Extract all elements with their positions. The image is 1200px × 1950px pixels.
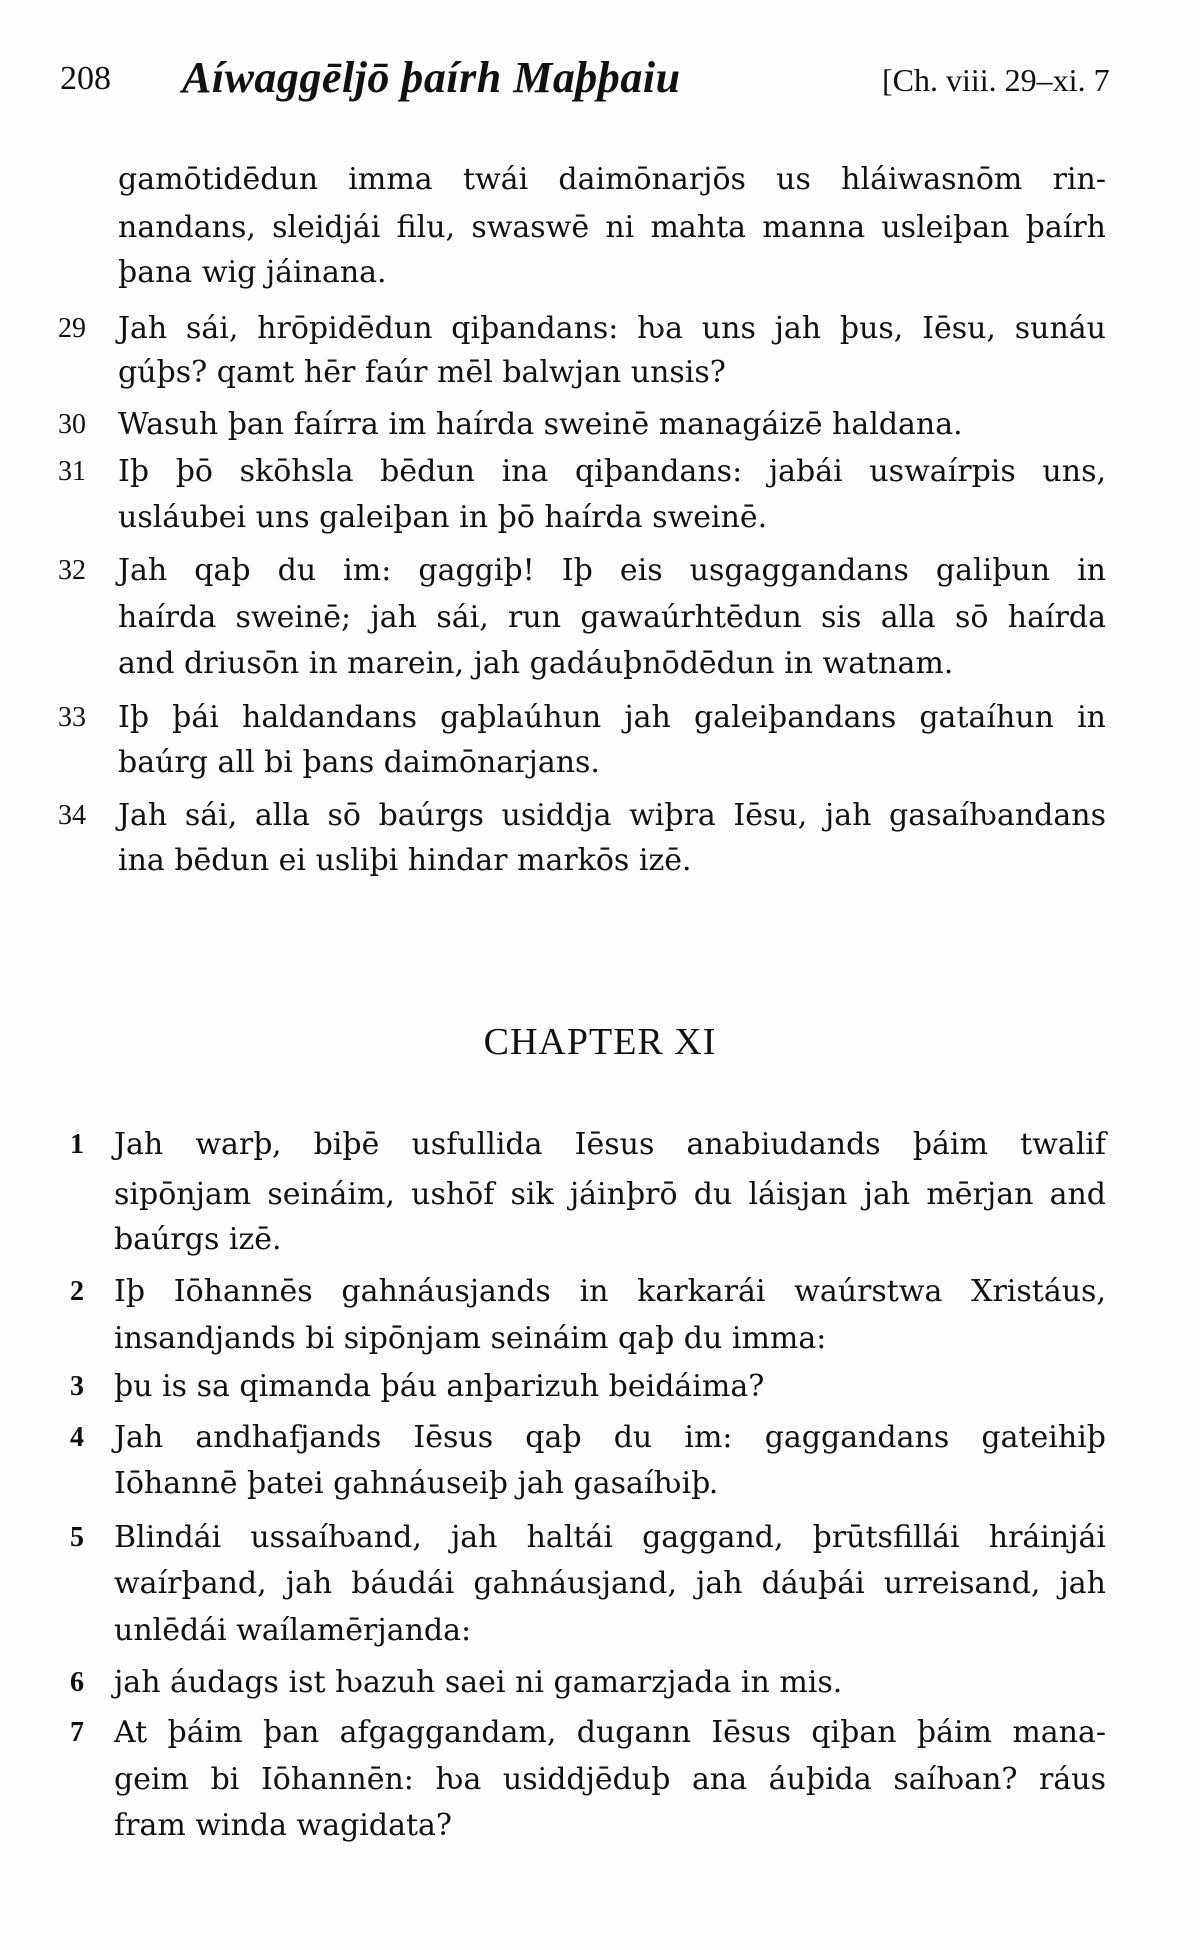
continuation-line: nandans, sleidjái filu, swaswē ni mahta manna usleiþan þaírh [118, 210, 1106, 245]
verse-number: 4 [70, 1422, 84, 1453]
verse-line: unlēdái waílamērjanda: [114, 1613, 472, 1648]
verse-line: jah áudags ist ƕazuh saei ni gamarzjada in mis. [114, 1665, 843, 1700]
verse-line: Jah andhafjands Iēsus qaþ du im: gaggandans gateihiþ [114, 1420, 1106, 1455]
verse-line: haírda sweinē; jah sái, run gawaúrhtēdun sis alla sō haírda [118, 600, 1106, 635]
verse-line: þu is sa qimanda þáu anþarizuh beidáima? [114, 1369, 765, 1404]
verse-line: Jah qaþ du im: gaggiþ! Iþ eis usgaggandans galiþun in [118, 553, 1106, 588]
verse-number: 6 [70, 1667, 84, 1698]
verse-line: usláubei uns galeiþan in þō haírda sweinē. [118, 500, 768, 535]
verse-number: 34 [58, 800, 86, 831]
verse-number: 33 [58, 702, 86, 733]
verse-line: Iþ Iōhannēs gahnáusjands in karkarái waúrstwa Xristáus, [114, 1274, 1106, 1309]
page-number: 208 [60, 60, 111, 97]
verse-number: 5 [70, 1522, 84, 1553]
verse-line: Jah warþ, biþē usfullida Iēsus anabiudands þáim twalif [114, 1127, 1106, 1162]
chapter-heading: CHAPTER XI [483, 1021, 717, 1063]
verse-line: gúþs? qamt hēr faúr mēl balwjan unsis? [118, 355, 726, 390]
verse-line: baúrgs izē. [114, 1222, 282, 1257]
verse-line: insandjands bi sipōnjam seináim qaþ du imma: [114, 1321, 827, 1356]
verse-line: and driusōn in marein, jah gadáuþnōdēdun in watnam. [118, 646, 954, 681]
verse-number: 1 [70, 1129, 84, 1160]
verse-number: 30 [58, 409, 86, 440]
verse-line: geim bi Iōhannēn: ƕa usiddjēduþ ana áuþida saíƕan? ráus [114, 1762, 1106, 1797]
verse-number: 31 [58, 456, 86, 487]
verse-line: baúrg all bi þans daimōnarjans. [118, 745, 600, 780]
verse-line: Wasuh þan faírra im haírda sweinē managáizē haldana. [118, 407, 963, 442]
verse-line: ina bēdun ei usliþi hindar markōs izē. [118, 843, 692, 878]
verse-line: Iþ þái haldandans gaþlaúhun jah galeiþandans gataíhun in [118, 700, 1106, 735]
continuation-line: gamōtidēdun imma twái daimōnarjōs us hláiwasnōm rin- [118, 162, 1106, 197]
verse-number: 2 [70, 1276, 84, 1307]
verse-line: Iþ þō skōhsla bēdun ina qiþandans: jabái uswaírpis uns, [118, 454, 1106, 489]
verse-line: waírþand, jah báudái gahnáusjand, jah dáuþái urreisand, jah [114, 1566, 1106, 1601]
verse-line: Jah sái, hrōpidēdun qiþandans: ƕa uns jah þus, Iēsu, sunáu [118, 311, 1106, 346]
verse-number: 3 [70, 1371, 84, 1402]
chapter-range: [Ch. viii. 29–xi. 7 [882, 62, 1110, 98]
verse-line: Jah sái, alla sō baúrgs usiddja wiþra Iēsu, jah gasaíƕandans [118, 798, 1106, 833]
running-title: Aíwaggēljō þaírh Maþþaiu [182, 53, 681, 102]
verse-line: Blindái ussaíƕand, jah haltái gaggand, þrūtsfillái hráinjái [114, 1520, 1106, 1555]
verse-line: sipōnjam seináim, ushōf sik jáinþrō du láisjan jah mērjan and [114, 1177, 1106, 1212]
verse-line: fram winda wagidata? [114, 1808, 453, 1843]
continuation-line: þana wig jáinana. [118, 255, 387, 290]
running-header [60, 52, 1110, 112]
verse-line: At þáim þan afgaggandam, dugann Iēsus qiþan þáim mana- [114, 1715, 1106, 1750]
verse-number: 32 [58, 555, 86, 586]
verse-number: 29 [58, 313, 86, 344]
verse-number: 7 [70, 1717, 84, 1748]
verse-line: Iōhannē þatei gahnáuseiþ jah gasaíƕiþ. [114, 1466, 719, 1501]
